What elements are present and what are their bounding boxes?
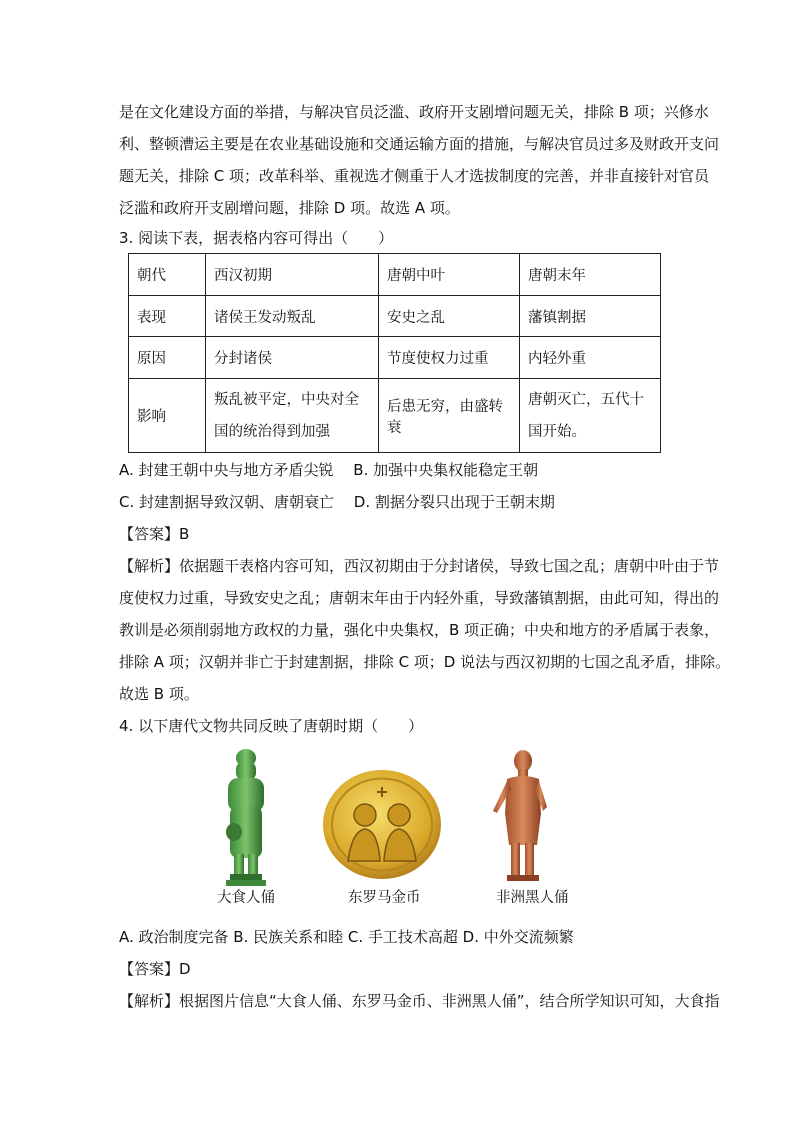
table-row — [129, 296, 661, 337]
table-cell: 分封诸侯 — [206, 337, 379, 379]
text-line: 泛滥和政府开支剧增问题，排除 D 项。故选 A 项。 — [119, 199, 460, 217]
green-figurine-image — [216, 746, 276, 888]
table-cell: 诸侯王发动叛乱 — [206, 296, 379, 337]
text-line: 是在文化建设方面的举措，与解决官员泛滥、政府开支剧增问题无关，排除 B 项；兴修水 — [119, 103, 709, 121]
text-line: 排除 A 项；汉朝并非亡于封建割据，排除 C 项；D 说法与西汉初期的七国之乱矛盾，排除。 — [119, 653, 731, 671]
caption-african-figurine: 非洲黑人俑 — [496, 890, 569, 906]
table-cell: 唐朝末年 — [520, 254, 661, 296]
table-cell: 藩镇割据 — [520, 296, 661, 337]
text-line: 题无关，排除 C 项；改革科举、重视选才侧重于人才选拔制度的完善，并非直接针对官员 — [119, 167, 710, 185]
question-3-stem — [119, 222, 679, 254]
answer-line: 【答案】B — [119, 525, 190, 543]
table-cell: 节度使权力过重 — [379, 337, 520, 379]
table-cell: 朝代 — [129, 254, 206, 296]
table-row — [129, 254, 661, 296]
option-line: A. 政治制度完备 B. 民族关系和睦 C. 手工技术高超 D. 中外交流频繁 — [119, 928, 574, 946]
terracotta-figurine-image — [487, 749, 557, 885]
table-cell: 安史之乱 — [379, 296, 520, 337]
table-cell: 后患无穷，由盛转衰 — [379, 379, 520, 453]
table-cell: 唐朝灭亡，五代十国开始。 — [520, 379, 661, 453]
option-line: C. 封建割据导致汉朝、唐朝衰亡 D. 割据分裂只出现于王朝末期 — [119, 493, 555, 511]
table-cell: 影响 — [129, 379, 206, 453]
caption-roman-coin: 东罗马金币 — [348, 890, 421, 906]
gold-coin-image — [322, 769, 442, 880]
question-4-body — [119, 921, 720, 1017]
table-cell: 表现 — [129, 296, 206, 337]
text-line: 故选 B 项。 — [119, 685, 199, 703]
table-cell: 内轻外重 — [520, 337, 661, 379]
table-cell: 叛乱被平定，中央对全国的统治得到加强 — [206, 379, 379, 453]
question-3-body — [119, 454, 731, 742]
table-cell: 西汉初期 — [206, 254, 379, 296]
question-stem: 3. 阅读下表，据表格内容可得出（ ） — [119, 229, 394, 247]
text-line: 【解析】依据题干表格内容可知，西汉初期由于分封诸侯，导致七国之乱；唐朝中叶由于节 — [119, 557, 720, 575]
text-line: 教训是必须削弱地方政权的力量，强化中央集权，B 项正确；中央和地方的矛盾属于表象， — [119, 621, 720, 639]
text-line: 利、整顿漕运主要是在农业基础设施和交通运输方面的措施，与解决官员过多及财政开支问 — [119, 135, 720, 153]
intro-paragraph — [119, 96, 720, 224]
option-line: A. 封建王朝中央与地方矛盾尖锐 B. 加强中央集权能稳定王朝 — [119, 461, 539, 479]
table-cell: 唐朝中叶 — [379, 254, 520, 296]
answer-line: 【答案】D — [119, 960, 191, 978]
text-line: 度使权力过重，导致安史之乱；唐朝末年由于内轻外重，导致藩镇割据，由此可知，得出的 — [119, 589, 720, 607]
table-row — [129, 337, 661, 379]
caption-dashi-figurine: 大食人俑 — [217, 890, 275, 906]
dynasty-table — [128, 253, 661, 453]
table-cell: 原因 — [129, 337, 206, 379]
table-row — [129, 379, 661, 453]
question-stem: 4. 以下唐代文物共同反映了唐朝时期（ ） — [119, 717, 424, 735]
text-line: 【解析】根据图片信息“大食人俑、东罗马金币、非洲黑人俑”，结合所学知识可知，大食指 — [119, 992, 720, 1010]
